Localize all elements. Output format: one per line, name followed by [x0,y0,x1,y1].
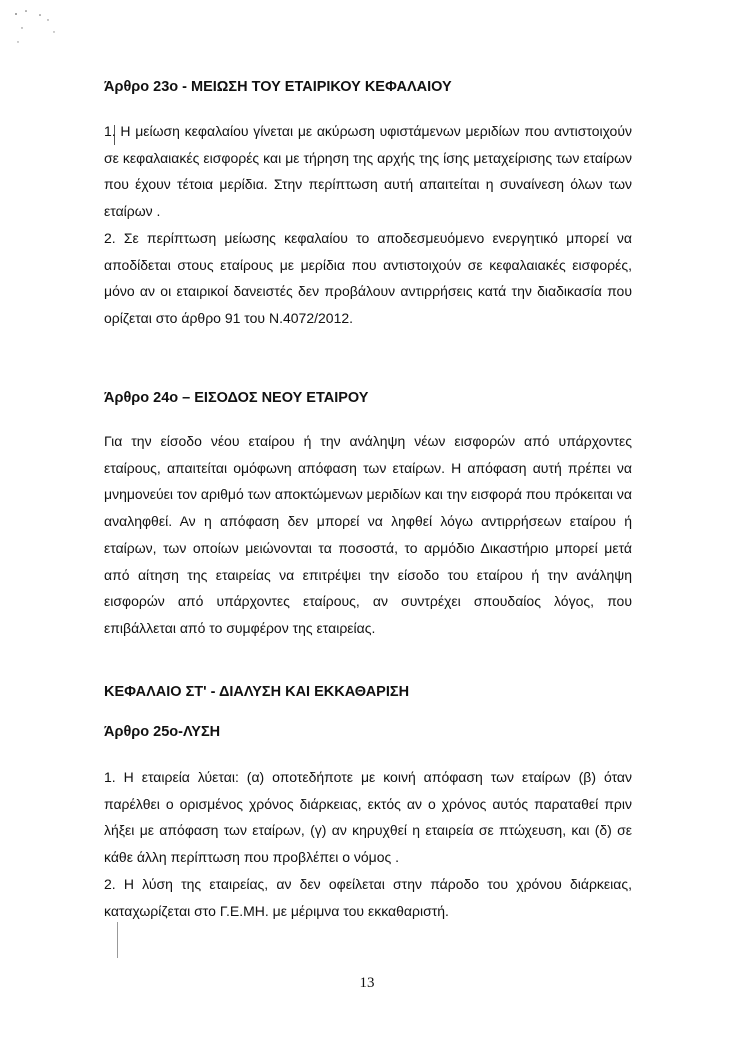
scan-specks [10,8,70,48]
article-25-title-text: Άρθρο 25ο-ΛΥΣΗ [104,724,221,740]
article-24-paragraph: Για την είσοδο νέου εταίρου ή την ανάληψη νέων εισφορών από υπάρχοντες εταίρους, απαιτείται ομόφωνη απόφαση των εταίρων. Η απόφαση αυτή πρέπει να μνημονεύει τον αριθμό των αποκτώμενων μεριδίων και την εισφορά που πρόκειται να αναληφθεί. Αν η απόφαση δεν μπορεί να ληφθεί λόγω αντιρρήσεων εταίρου ή εταίρων, των οποίων μειώνονται τα ποσοστά, το αρμόδιο Δικαστήριο μπορεί μετά από αίτηση της εταιρείας να επιτρέψει την είσοδο του εταίρου ή την ανάληψη εισφορών από υπάρχοντες εταίρους, αν συντρέχει σπουδαίος λόγος, που επιβάλλεται από το συμφέρον της εταιρείας. [104,433,632,636]
article-25-title [104,723,644,741]
article-24-body [104,428,632,642]
article-23-title: Άρθρο 23ο - ΜΕΙΩΣΗ ΤΟΥ ΕΤΑΙΡΙΚΟΥ ΚΕΦΑΛΑΙΟΥ [104,79,452,95]
article-24-title: Άρθρο 24ο – ΕΙΣΟΔΟΣ ΝΕΟΥ ΕΤΑΙΡΟΥ [104,390,369,406]
article-23-body [104,118,632,332]
article-23-paragraph-1: 1. Η μείωση κεφαλαίου γίνεται με ακύρωση υφιστάμενων μεριδίων που αντιστοιχούν σε κεφαλαιακές εισφορές και με τήρηση της αρχής της ίσης μεταχείρισης των εταίρων που έχουν τέτοια μερίδια. Στην περίπτωση αυτή απαιτείται η συναίνεση όλων των εταίρων . [104,123,632,220]
scan-mark-bottom [117,922,118,958]
article-23-paragraph-2: 2. Σε περίπτωση μείωσης κεφαλαίου το αποδεσμευόμενο ενεργητικό μπορεί να αποδίδεται στους εταίρους με μερίδια που αντιστοιχούν σε κεφαλαιακές εισφορές, μόνο αν οι εταιρικοί δανειστές δεν προβάλουν αντιρρήσεις κατά την διαδικασία που ορίζεται στο άρθρο 91 του Ν.4072/2012. [104,229,632,326]
article-25-paragraph-1: 1. Η εταιρεία λύεται: (α) οποτεδήποτε με κοινή απόφαση των εταίρων (β) όταν παρέλθει ο ορισμένος χρόνος διάρκειας, εκτός αν ο χρόνος αυτός παραταθεί πριν λήξει με απόφαση των εταίρων, (γ) αν κηρυχθεί η εταιρεία σε πτώχευση, και (δ) σε κάθε άλλη περίπτωση που προβλέπει ο νόμος . [104,769,632,866]
chapter-title: ΚΕΦΑΛΑΙΟ ΣΤ' - ΔΙΑΛΥΣΗ ΚΑΙ ΕΚΚΑΘΑΡΙΣΗ [104,684,410,700]
article-25-paragraph-2: 2. Η λύση της εταιρείας, αν δεν οφείλεται στην πάροδο του χρόνου διάρκειας, καταχωρίζεται στο Γ.Ε.ΜΗ. με μέριμνα του εκκαθαριστή. [104,875,632,919]
article-25-body [104,764,632,924]
page-number: 13 [359,975,375,991]
